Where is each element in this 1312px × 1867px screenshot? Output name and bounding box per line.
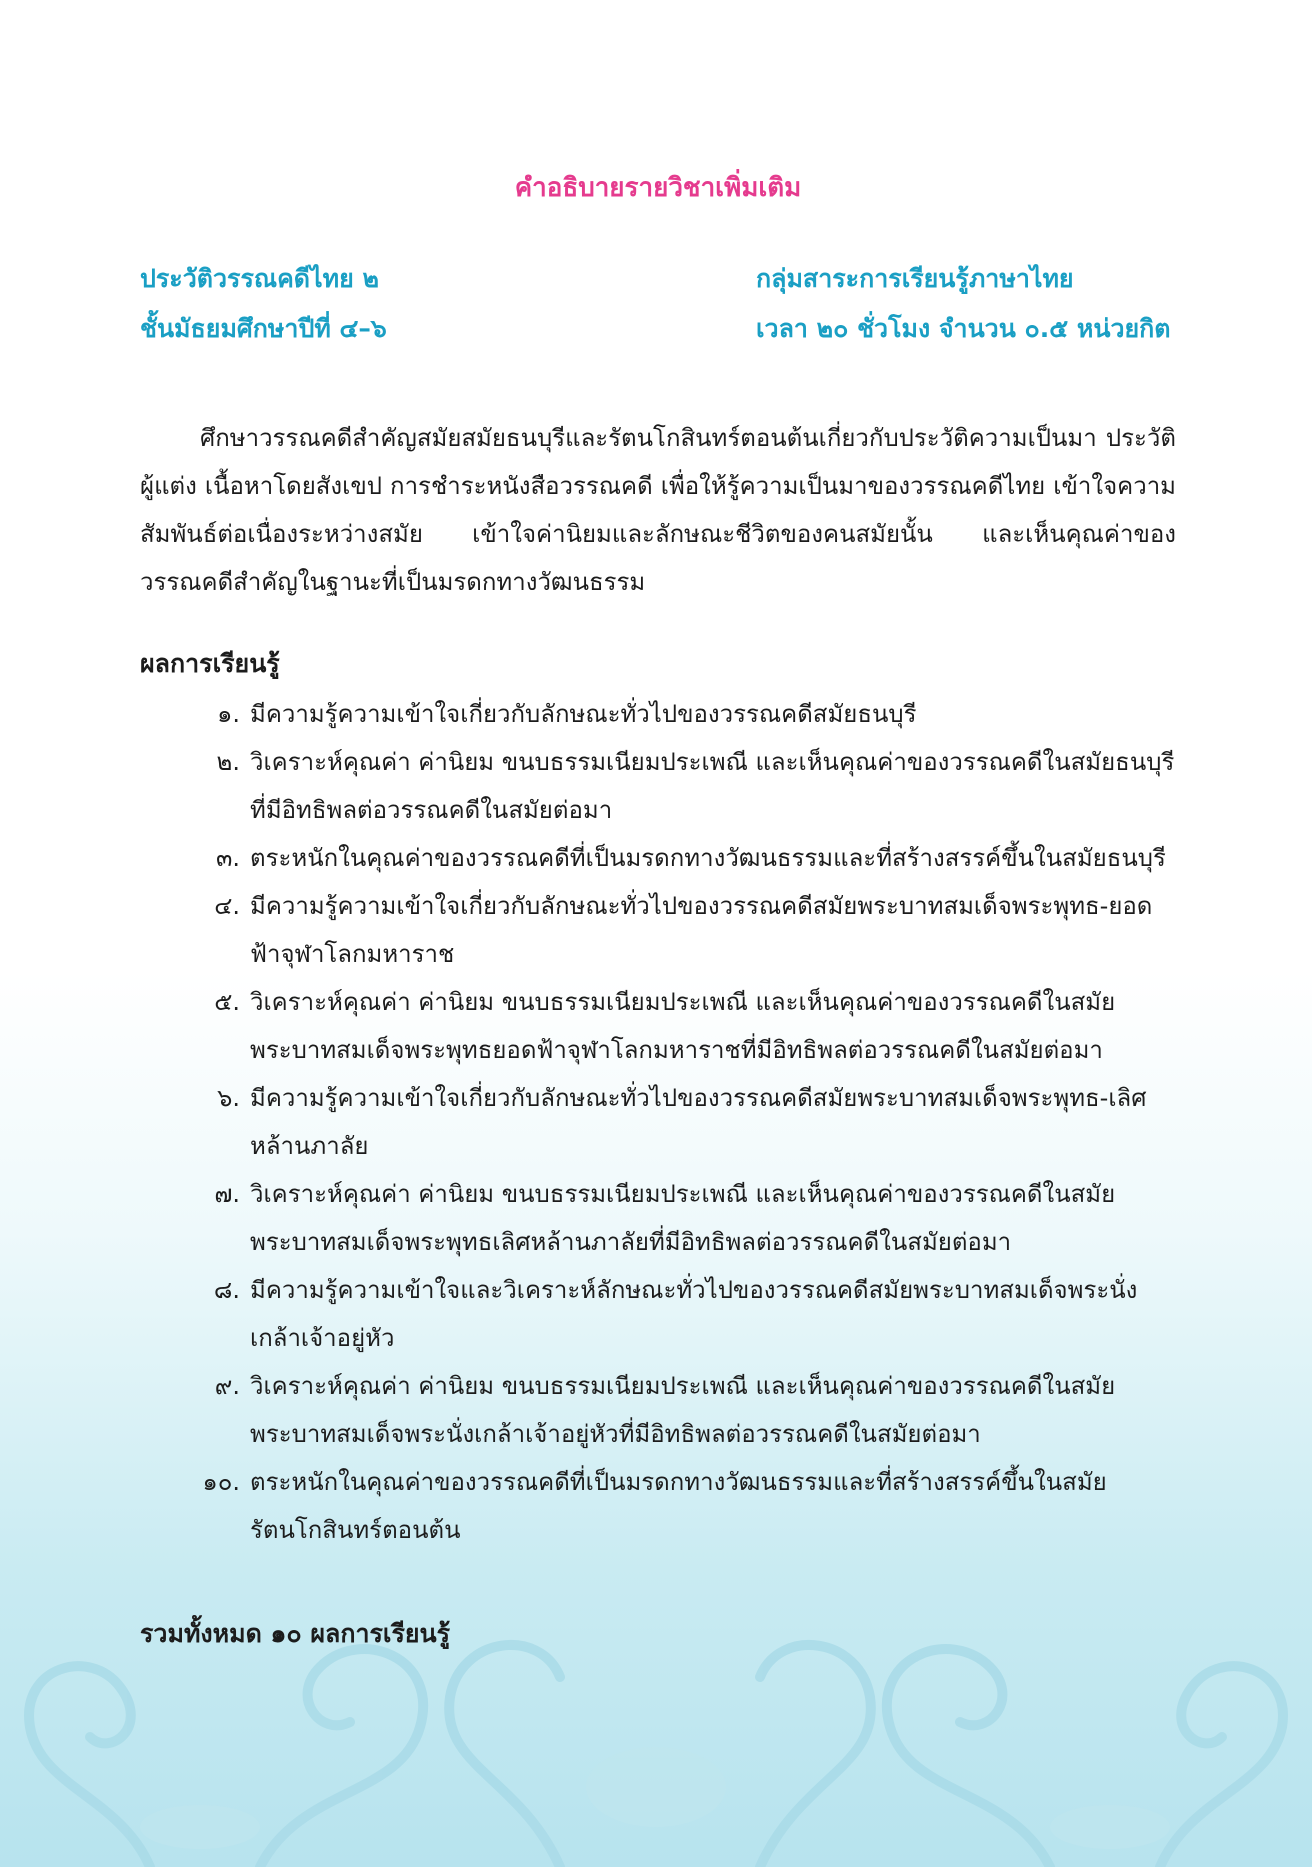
time-credit: เวลา ๒๐ ชั่วโมง จำนวน ๐.๕ หน่วยกิต (756, 314, 1171, 343)
outcome-number: ๓. (215, 844, 240, 872)
document-title: คำอธิบายรายวิชาเพิ่มเติม (514, 173, 802, 203)
course-meta-row-1 (140, 254, 1176, 304)
outcome-text: มีความรู้ความเข้าใจเกี่ยวกับลักษณะทั่วไปของวรรณคดีสมัยธนบุรี (250, 700, 917, 728)
outcome-text: วิเคราะห์คุณค่า ค่านิยม ขนบธรรมเนียมประเพณี และเห็นคุณค่าของวรรณคดีในสมัยพระบาทสมเด็จพระพุทธเลิศหล้านภาลัยที่มีอิทธิพลต่อวรรณคดีในสมัยต่อมา (250, 1180, 1116, 1256)
course-description: ศึกษาวรรณคดีสำคัญสมัยสมัยธนบุรีและรัตนโกสินทร์ตอนต้นเกี่ยวกับประวัติความเป็นมา ประวัติผู้แต่ง เนื้อหาโดยสังเขป การชำระหนังสือวรรณคดี เพื่อให้รู้ความเป็นมาของวรรณคดีไทย เข้าใจความสัมพันธ์ต่อเนื่องระหว่างสมัย เข้าใจค่านิยมและลักษณะชีวิตของคนสมัยนั้น และเห็นคุณค่าของวรรณคดีสำคัญในฐานะที่เป็นมรดกทางวัฒนธรรม (140, 424, 1176, 596)
outcome-item (140, 1170, 1176, 1266)
outcome-text: วิเคราะห์คุณค่า ค่านิยม ขนบธรรมเนียมประเพณี และเห็นคุณค่าของวรรณคดีในสมัยพระบาทสมเด็จพระนั่งเกล้าเจ้าอยู่หัวที่มีอิทธิพลต่อวรรณคดีในสมัยต่อมา (250, 1372, 1116, 1448)
outcomes-heading: ผลการเรียนรู้ (140, 649, 280, 678)
outcome-text: ตระหนักในคุณค่าของวรรณคดีที่เป็นมรดกทางวัฒนธรรมและที่สร้างสรรค์ขึ้นในสมัยรัตนโกสินทร์ตอนต้น (250, 1468, 1107, 1544)
outcome-number: ๑๐. (202, 1468, 240, 1496)
outcome-text: วิเคราะห์คุณค่า ค่านิยม ขนบธรรมเนียมประเพณี และเห็นคุณค่าของวรรณคดีในสมัยพระบาทสมเด็จพระพุทธยอดฟ้าจุฬาโลกมหาราชที่มีอิทธิพลต่อวรรณคดีในสมัยต่อมา (250, 988, 1116, 1064)
outcome-item (140, 882, 1176, 978)
outcome-text: มีความรู้ความเข้าใจและวิเคราะห์ลักษณะทั่วไปของวรรณคดีสมัยพระบาทสมเด็จพระนั่งเกล้าเจ้าอยู่หัว (250, 1276, 1138, 1352)
outcome-text: ตระหนักในคุณค่าของวรรณคดีที่เป็นมรดกทางวัฒนธรรมและที่สร้างสรรค์ขึ้นในสมัยธนบุรี (250, 844, 1166, 872)
outcome-number: ๘. (213, 1276, 240, 1304)
outcome-item (140, 978, 1176, 1074)
outcome-number: ๗. (214, 1180, 240, 1208)
outcome-number: ๔. (214, 892, 240, 920)
outcome-text: วิเคราะห์คุณค่า ค่านิยม ขนบธรรมเนียมประเพณี และเห็นคุณค่าของวรรณคดีในสมัยธนบุรีที่มีอิทธิพลต่อวรรณคดีในสมัยต่อมา (250, 748, 1175, 824)
outcome-text: มีความรู้ความเข้าใจเกี่ยวกับลักษณะทั่วไปของวรรณคดีสมัยพระบาทสมเด็จพระพุทธ-เลิศหล้านภาลัย (250, 1084, 1147, 1160)
outcome-item (140, 690, 1176, 738)
grade-level: ชั้นมัธยมศึกษาปีที่ ๔–๖ (140, 314, 387, 343)
outcome-number: ๒. (216, 748, 240, 776)
outcome-item (140, 738, 1176, 834)
outcome-item (140, 1458, 1176, 1554)
outcomes-list (140, 690, 1176, 1554)
subject-group: กลุ่มสาระการเรียนรู้ภาษาไทย (756, 264, 1074, 293)
outcome-number: ๙. (214, 1372, 240, 1400)
outcome-item (140, 1074, 1176, 1170)
course-meta-row-2 (140, 304, 1176, 354)
outcome-number: ๕. (214, 988, 240, 1016)
document-page (140, 166, 1176, 1656)
outcome-item (140, 834, 1176, 882)
outcome-text: มีความรู้ความเข้าใจเกี่ยวกับลักษณะทั่วไปของวรรณคดีสมัยพระบาทสมเด็จพระพุทธ-ยอดฟ้าจุฬาโลกมหาราช (250, 892, 1153, 968)
outcome-item (140, 1266, 1176, 1362)
outcome-number: ๖. (217, 1084, 240, 1112)
outcome-item (140, 1362, 1176, 1458)
course-name: ประวัติวรรณคดีไทย ๒ (140, 264, 379, 293)
outcome-number: ๑. (217, 700, 240, 728)
outcomes-total: รวมทั้งหมด ๑๐ ผลการเรียนรู้ (140, 1619, 451, 1648)
